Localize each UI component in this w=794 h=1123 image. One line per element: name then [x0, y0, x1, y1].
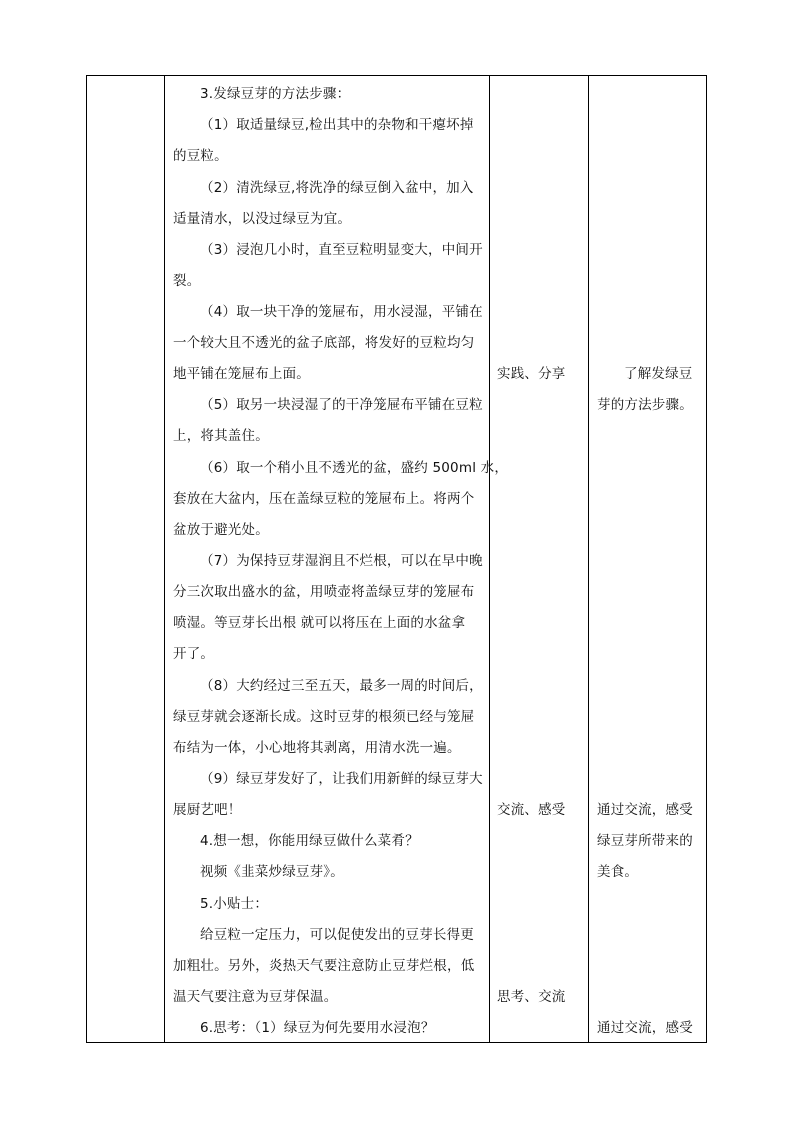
content-line: （8）大约经过三至五天，最多一周的时间后， [200, 678, 483, 694]
content-line: 5.小贴士： [200, 896, 269, 912]
table-col-divider-1 [164, 75, 165, 1043]
intent-text: 绿豆芽所带来的 [597, 833, 693, 849]
content-line: （7）为保持豆芽湿润且不烂根，可以在早中晚 [200, 553, 483, 569]
intent-text: 美食。 [597, 864, 639, 880]
content-line: 加粗壮。另外，炎热天气要注意防止豆芽烂根，低 [173, 958, 475, 974]
table-col-divider-3 [588, 75, 589, 1043]
content-line: 布结为一体，小心地将其剥离，用清水洗一遍。 [173, 740, 461, 756]
content-line: （9）绿豆芽发好了，让我们用新鲜的绿豆芽大 [200, 771, 483, 787]
content-line: 开了。 [173, 646, 215, 662]
content-line: 给豆粒一定压力，可以促使发出的豆芽长得更 [200, 927, 474, 943]
activity-label: 实践、分享 [497, 366, 566, 382]
content-line: 地平铺在笼屉布上面。 [173, 366, 310, 382]
content-line: 上，将其盖住。 [173, 428, 269, 444]
content-line: 视频《韭菜炒绿豆芽》。 [200, 864, 344, 880]
content-line: 4.想一想，你能用绿豆做什么菜肴？ [200, 833, 419, 849]
content-line: 展厨艺吧！ [173, 802, 242, 818]
content-line: 套放在大盆内，压在盖绿豆粒的笼屉布上。将两个 [173, 491, 475, 507]
intent-text: 通过交流，感受 [597, 802, 693, 818]
content-line: 一个较大且不透光的盆子底部，将发好的豆粒均匀 [173, 335, 475, 351]
content-line: （6）取一个稍小且不透光的盆，盛约 500ml 水， [200, 460, 509, 476]
table-col-divider-4 [706, 75, 707, 1043]
content-line: （3）浸泡几小时，直至豆粒明显变大，中间开 [200, 242, 483, 258]
intent-text: 芽的方法步骤。 [597, 397, 693, 413]
intent-text: 了解发绿豆 [624, 366, 693, 382]
content-line: 适量清水，以没过绿豆为宜。 [173, 211, 352, 227]
content-line: （5）取另一块浸湿了的干净笼屉布平铺在豆粒 [200, 397, 483, 413]
table-col-divider-2 [489, 75, 490, 1043]
table-bottom-border [86, 1042, 707, 1043]
content-line: （1）取适量绿豆,检出其中的杂物和干瘪坏掉 [200, 117, 474, 133]
content-line: 3.发绿豆芽的方法步骤： [200, 86, 351, 102]
activity-label: 交流、感受 [497, 802, 566, 818]
content-line: 裂。 [173, 273, 201, 289]
activity-label: 思考、交流 [497, 989, 566, 1005]
content-line: 6.思考：（1）绿豆为何先要用水浸泡？ [200, 1020, 435, 1036]
content-line: 分三次取出盛水的盆，用喷壶将盖绿豆芽的笼屉布 [173, 584, 475, 600]
content-line: （2）清洗绿豆,将洗净的绿豆倒入盆中，加入 [200, 180, 474, 196]
content-line: 喷湿。等豆芽长出根 就可以将压在上面的水盆拿 [173, 615, 466, 631]
content-line: 温天气要注意为豆芽保温。 [173, 989, 338, 1005]
table-col-divider-0 [86, 75, 87, 1043]
content-line: 盆放于避光处。 [173, 522, 269, 538]
content-line: （4）取一块干净的笼屉布，用水浸湿，平铺在 [200, 304, 483, 320]
content-line: 的豆粒。 [173, 148, 228, 164]
content-line: 绿豆芽就会逐渐长成。这时豆芽的根须已经与笼屉 [173, 709, 475, 725]
intent-text: 通过交流，感受 [597, 1020, 693, 1036]
table-top-border [86, 75, 707, 76]
